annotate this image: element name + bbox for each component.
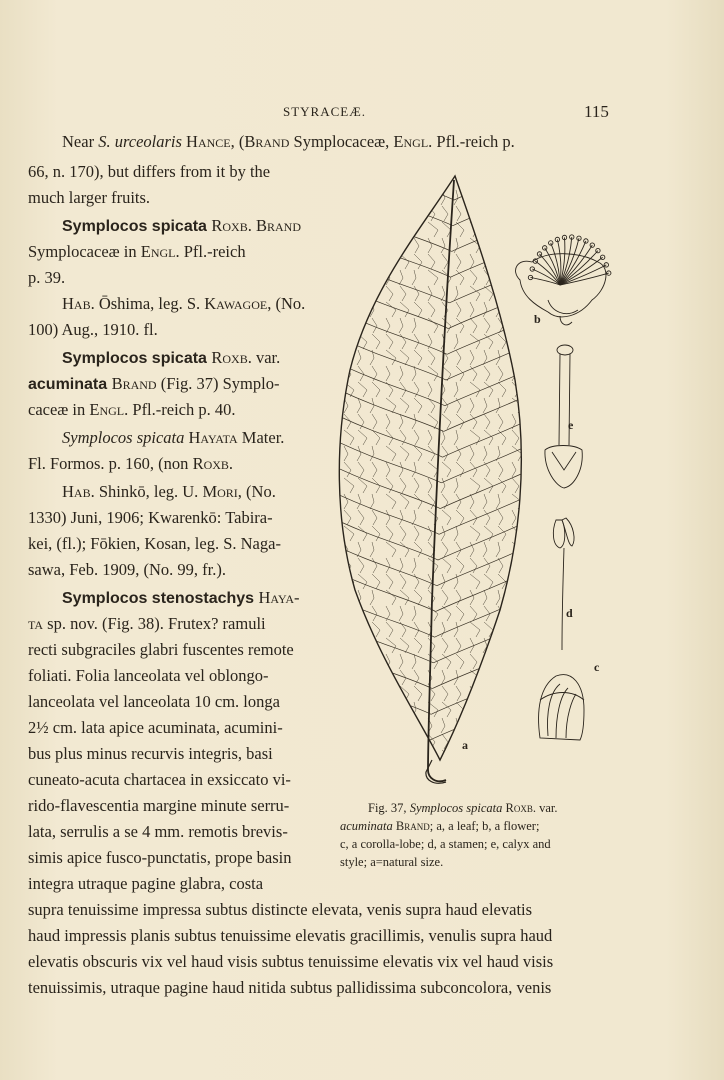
body-text-run: . var. [247, 348, 281, 367]
body-text-run: Roxb. Brand [211, 216, 301, 235]
body-text-run: haud impressis planis subtus tenuissime elevatis gracillimis, venulis supra haud [28, 926, 553, 945]
body-text-run: , (No. [237, 482, 276, 501]
body-text-run: , ( [230, 132, 245, 151]
body-text-run: Engl [393, 132, 429, 151]
body-text-run: Engl [140, 242, 176, 261]
body-text-run: elevatis obscuris vix vel haud visis subtus tenuissime elevatis vix vel haud visis [28, 952, 554, 971]
page-number: 115 [584, 102, 609, 121]
body-text-run: p. 39. [28, 268, 66, 287]
body-text-run: simis apice fusco-punctatis, prope basin [28, 848, 292, 867]
caption-text-run: Fig. 37, [368, 801, 410, 815]
body-text-run: foliati. Folia lanceolata vel oblongo- [28, 666, 269, 685]
body-text-run: acuminata [28, 376, 112, 393]
body-text-run: tenuissimis, utraque pagine haud nitida subtus pallidissima subconcolora, venis [28, 978, 552, 997]
body-text-run: kei, (fl.); Fōkien, Kosan, leg. S. Naga- [28, 534, 281, 553]
body-text-run: Mater. [237, 428, 285, 447]
body-text-run: Brand [111, 374, 157, 393]
body-text-run: S. urceolaris [98, 132, 187, 151]
figure-label-b: b [534, 312, 541, 326]
body-text-run: bus plus minus recurvis integris, basi [28, 744, 273, 763]
corolla-lobe-illustration [539, 675, 584, 740]
figure-label-d: d [566, 606, 573, 620]
body-text-run: Engl [89, 400, 125, 419]
body-text-run: recti subgraciles glabri fuscentes remote [28, 640, 294, 659]
figure-label-a: a [462, 738, 468, 752]
body-text-run: Symplocos spicata [62, 428, 189, 447]
body-text-run: Hayata [188, 428, 238, 447]
caption-text-run: . var. [532, 801, 558, 815]
body-text-run: . Pfl.-reich p. 40. [124, 400, 236, 419]
body-text-run: Near [62, 132, 99, 151]
body-text-run: Symplocaceæ in [28, 242, 141, 261]
flower-illustration [516, 235, 611, 325]
body-text-run: 1330) Juni, 1906; Kwarenkō: Tabira- [28, 508, 273, 527]
body-text-run: S. Kawagoe [186, 294, 268, 313]
body-text-run: Hance [186, 132, 231, 151]
figure-label-c: c [594, 660, 600, 674]
body-text-run: ta [28, 614, 44, 633]
body-text-run: sawa, Feb. 1909, (No. 99, fr.). [28, 560, 226, 579]
body-text-run: . Shinkō, leg. U. [90, 482, 203, 501]
body-text-run: caceæ in [28, 400, 90, 419]
body-text-run: Roxb [192, 454, 229, 473]
body-text-run: cuneato-acuta chartacea in exsiccato vi- [28, 770, 291, 789]
body-text-run: Hab [62, 482, 91, 501]
running-head-title: STYRACEÆ. [283, 104, 367, 119]
caption-text-run: Symplocos spicata [409, 801, 506, 815]
body-text-run: . Pfl.-reich p. [428, 132, 515, 151]
body-text-run: lanceolata vel lanceolata 10 cm. longa [28, 692, 280, 711]
body-text-run: Roxb [211, 348, 248, 367]
body-text-run: Fl. Formos. p. 160, (non [28, 454, 193, 473]
body-text-run: integra utraque pagine glabra, costa [28, 874, 264, 893]
body-text-run: lata, serrulis a se 4 mm. remotis brevis- [28, 822, 288, 841]
body-text-run: supra tenuissime impressa subtus distincte elevata, venis supra haud elevatis [28, 900, 533, 919]
stamen-illustration [553, 518, 574, 650]
caption-text-run: Roxb [505, 801, 533, 815]
body-text-run: . Ōshima, leg. [90, 294, 187, 313]
body-text-run: 100) Aug., 1910. fl. [28, 320, 158, 339]
body-text-run: Symplocos spicata [62, 350, 212, 367]
body-text-run: Brand [244, 132, 290, 151]
body-text-run: Hab [62, 294, 91, 313]
body-text-run: (Fig. 37) Symplo- [156, 374, 280, 393]
body-text-run: , (No. [267, 294, 306, 313]
body-text-run: sp. nov. (Fig. 38). Frutex? ramuli [43, 614, 266, 633]
figure-label-e: e [568, 418, 574, 432]
body-text-run: rido-flavescentia margine minute serru- [28, 796, 290, 815]
caption-text-run: style; a=natural size. [340, 855, 444, 869]
caption-text-run: Brand [395, 819, 430, 833]
caption-text-run: c, a corolla-lobe; d, a stamen; e, calyx and [340, 837, 551, 851]
body-text-run: . [228, 454, 234, 473]
body-text-run: . Pfl.-reich [175, 242, 246, 261]
body-text-run: Symplocaceæ, [289, 132, 394, 151]
body-text-run: Symplocos stenostachys [62, 590, 259, 607]
caption-text-run: acuminata [340, 819, 396, 833]
body-text-run: much larger fruits. [28, 188, 151, 207]
body-text-run: 66, n. 170), but differs from it by the [28, 162, 271, 181]
caption-text-run: ; a, a leaf; b, a flower; [429, 819, 540, 833]
body-text-run: Mori [202, 482, 238, 501]
body-text-run: Haya- [258, 588, 300, 607]
body-text-run: Symplocos spicata [62, 218, 212, 235]
calyx-style-illustration [545, 345, 582, 488]
body-text-run: 2½ cm. lata apice acuminata, acumini- [28, 718, 283, 737]
